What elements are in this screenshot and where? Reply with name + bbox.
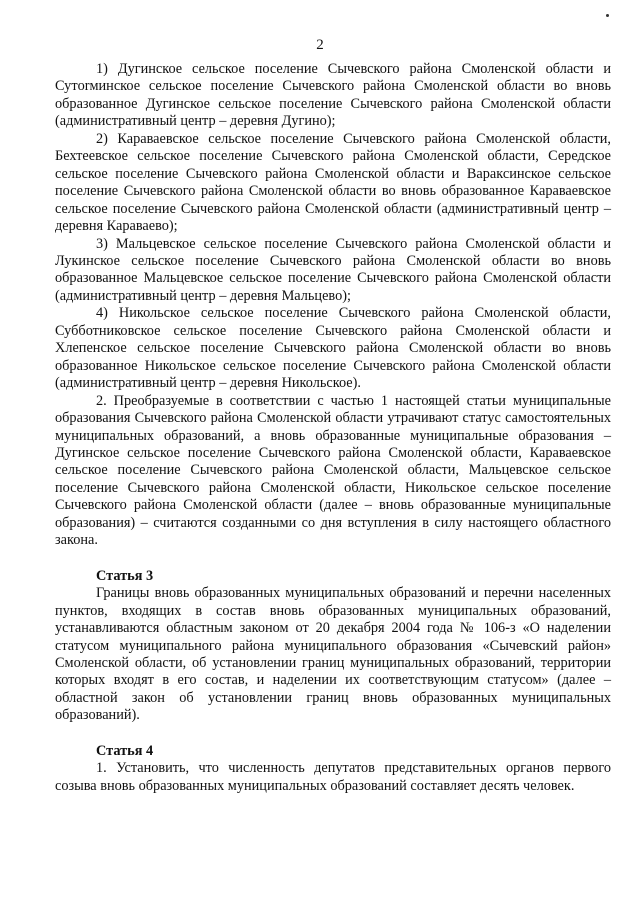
list-item-2: 2) Караваевское сельское поселение Сычевского района Смоленской области, Бехтеевское сельское поселение Сычевского района Смоленской области, Середское сельское поселение Сычевского района Смоленской области и Вараксинское сельское поселение Сычевского района Смоленской области во вновь образованное Караваевское сельское поселение Сычевского района Смоленской области (административный центр – деревня Караваево); — [55, 130, 611, 235]
list-item-1: 1) Дугинское сельское поселение Сычевского района Смоленской области и Сутorминское сельское поселение Сычевского района Смоленской области во вновь образованное Дугинское сельское поселение Сычевского района Смоленской области (административный центр – деревня Дугино); — [55, 61, 611, 130]
list-item-4: 4) Никольское сельское поселение Сычевского района Смоленской области, Субботниковское сельское поселение Сычевского района Смоленской области и Хлепенское сельское поселение Сычевского района Смоленской области во вновь образованное Никольское сельское поселение Сычевского района Смоленской области (административный центр – деревня Никольское). — [55, 305, 611, 392]
list-item-3: 3) Мальцевское сельское поселение Сычевского района Смоленской области и Лукинское сельское поселение Сычевского района Смоленской области во вновь образованное Мальцевское сельское поселение Сычевского района Смоленской области (административный центр – деревня Мальцево); — [55, 235, 611, 304]
document-body — [55, 61, 611, 795]
scan-dot-mark — [606, 14, 609, 17]
article-4-heading: Статья 4 — [96, 742, 154, 759]
clause-2-paragraph: 2. Преобразуемые в соответствии с частью 1 настоящей статьи муниципальные образования Сычевского района Смоленской области утрачивают статус самостоятельных муниципальных образований, а вновь образованные муниципальные образования – Дугинское сельское поселение Сычевского района Смоленской области, Караваевское сельское поселение Сычевского района Смоленской области, Мальцевское сельское поселение Сычевского района Смоленской области, Никольское сельское поселение Сычевского района Смоленской области (далее – вновь образованные муниципальные образования) – считаются созданными со дня вступления в силу настоящего областного закона. — [55, 392, 611, 549]
article-3-heading: Статья 3 — [96, 567, 154, 584]
page-number: 2 — [316, 37, 324, 53]
article-3-paragraph: Границы вновь образованных муниципальных образований и перечни населенных пунктов, входящих в состав вновь образованных муниципальных образований, устанавливаются областным законом от 20 декабря 2004 года № 106-з «О наделении статусом муниципального района муниципального образования «Сычевский район» Смоленской области, об установлении границ муниципальных образований, территории которых входят в его состав, и наделении их соответствующим статусом» (далее – областной закон об установлении границ вновь образованных муниципальных образований). — [55, 585, 611, 724]
article-4-paragraph: 1. Установить, что численность депутатов представительных органов первого созыва вновь образованных муниципальных образований составляет десять человек. — [55, 760, 611, 794]
